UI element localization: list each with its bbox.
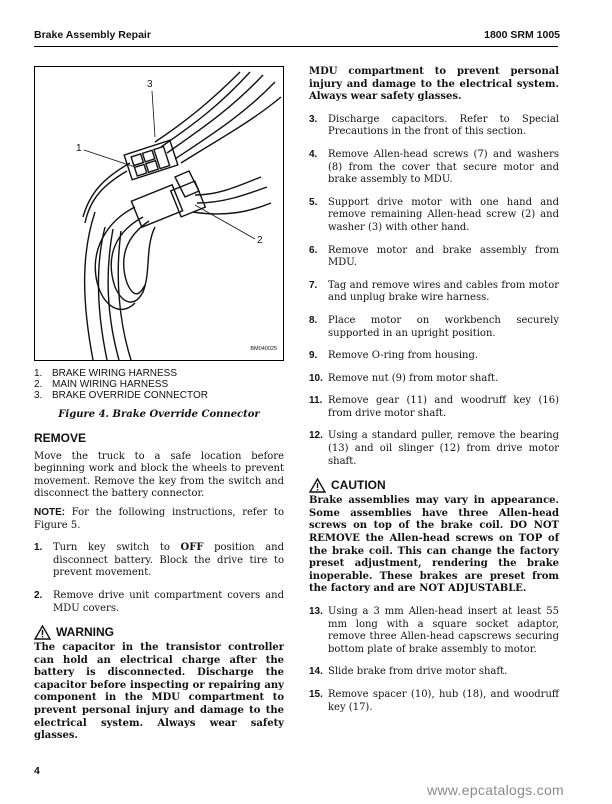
figure-illustration bbox=[34, 66, 284, 361]
step-item: 13. Using a 3 mm Allen-head insert at least 55 mm long with a square socket adaptor, remove three Allen-head capscrews securing bottom plate of brake assembly to motor. bbox=[309, 606, 559, 655]
callout-2: 2 bbox=[257, 235, 263, 246]
left-column bbox=[34, 66, 284, 742]
legend-item: 3. BRAKE OVERRIDE CONNECTOR bbox=[34, 389, 208, 401]
step-item: 15. Remove spacer (10), hub (18), and woodruff key (17). bbox=[309, 688, 559, 713]
steps-list-right-b bbox=[309, 606, 559, 714]
warning-text-continued: MDU compartment to prevent personal injury and damage to the electrical system. Always wear safety glasses. bbox=[309, 66, 559, 103]
steps-list-left bbox=[34, 542, 284, 615]
header-section-title: Brake Assembly Repair bbox=[34, 29, 151, 41]
caution-icon bbox=[309, 478, 326, 493]
caution-heading: CAUTION bbox=[309, 478, 559, 493]
note-label: NOTE: bbox=[34, 506, 66, 518]
intro-paragraph: Move the truck to a safe location before beginning work and block the wheels to prevent movement. Remove the key from the switch and disconnect the battery connector. bbox=[34, 450, 284, 500]
page-number: 4 bbox=[34, 765, 40, 777]
step-item: 5. Support drive motor with one hand and remove remaining Allen-head screw (2) and washer (3) with other hand. bbox=[309, 196, 559, 233]
section-heading-remove: REMOVE bbox=[34, 430, 87, 445]
note-paragraph bbox=[34, 507, 284, 532]
header-rule bbox=[34, 46, 558, 47]
callout-3: 3 bbox=[147, 79, 153, 90]
step-item: 3. Discharge capacitors. Refer to Special Precautions in the front of this section. bbox=[309, 113, 559, 138]
figure-id-code: BM040025 bbox=[250, 346, 277, 353]
right-column bbox=[309, 66, 559, 714]
step-item: 7. Tag and remove wires and cables from motor and unplug brake wire harness. bbox=[309, 279, 559, 304]
watermark-link[interactable]: www.epcatalogs.com bbox=[427, 782, 564, 798]
step-item: 10. Remove nut (9) from motor shaft. bbox=[309, 372, 499, 384]
warning-text: The capacitor in the transistor controller can hold an electrical charge after the battery is disconnected. Discharge the capacitor before inspecting or repairing any component in the MDU compartment to prevent personal injury and damage to the electrical system. Always wear safety glasses. bbox=[34, 642, 284, 742]
callout-1: 1 bbox=[76, 143, 82, 154]
step-item: 1. Turn key switch to OFF position and disconnect battery. Block the drive tire to prevent movement. bbox=[34, 542, 284, 579]
steps-list-right-a bbox=[309, 114, 559, 468]
header-doc-number: 1800 SRM 1005 bbox=[484, 29, 560, 41]
legend-item: 1. BRAKE WIRING HARNESS bbox=[34, 368, 178, 379]
step-item: 4. Remove Allen-head screws (7) and washers (8) from the cover that secure motor and brake assembly to MDU. bbox=[309, 148, 559, 186]
step-item: 8. Place motor on workbench securely supported in an upright position. bbox=[309, 314, 559, 339]
step-item: 6. Remove motor and brake assembly from MDU. bbox=[309, 244, 559, 269]
step-item: 2. Remove drive unit compartment covers and MDU covers. bbox=[34, 589, 284, 614]
warning-icon bbox=[34, 625, 51, 640]
caution-text: Brake assemblies may vary in appearance. Some assemblies have three Allen-head screws on top of the brake coil. DO NOT REMOVE the Allen-head screws on TOP of the brake coil. This can change the factory preset adjustment, rendering the brake inoperable. These brakes are preset from the factory and are NOT ADJUSTABLE. bbox=[309, 495, 559, 595]
step-item: 14. Slide brake from drive motor shaft. bbox=[309, 666, 508, 678]
step-item: 11. Remove gear (11) and woodruff key (16) from drive motor shaft. bbox=[309, 395, 559, 419]
step-item: 12. Using a standard puller, remove the bearing (13) and oil slinger (12) from drive motor shaft. bbox=[309, 430, 559, 467]
legend-item: 2. MAIN WIRING HARNESS bbox=[34, 378, 169, 390]
step-item: 9. Remove O-ring from housing. bbox=[309, 350, 479, 362]
warning-heading: WARNING bbox=[34, 625, 284, 640]
note-text: For the following instructions, refer to Figure 5. bbox=[34, 506, 284, 531]
figure-legend bbox=[34, 369, 284, 401]
figure-caption: Figure 4. Brake Override Connector bbox=[58, 409, 260, 421]
brake-connector-drawing bbox=[35, 67, 283, 360]
